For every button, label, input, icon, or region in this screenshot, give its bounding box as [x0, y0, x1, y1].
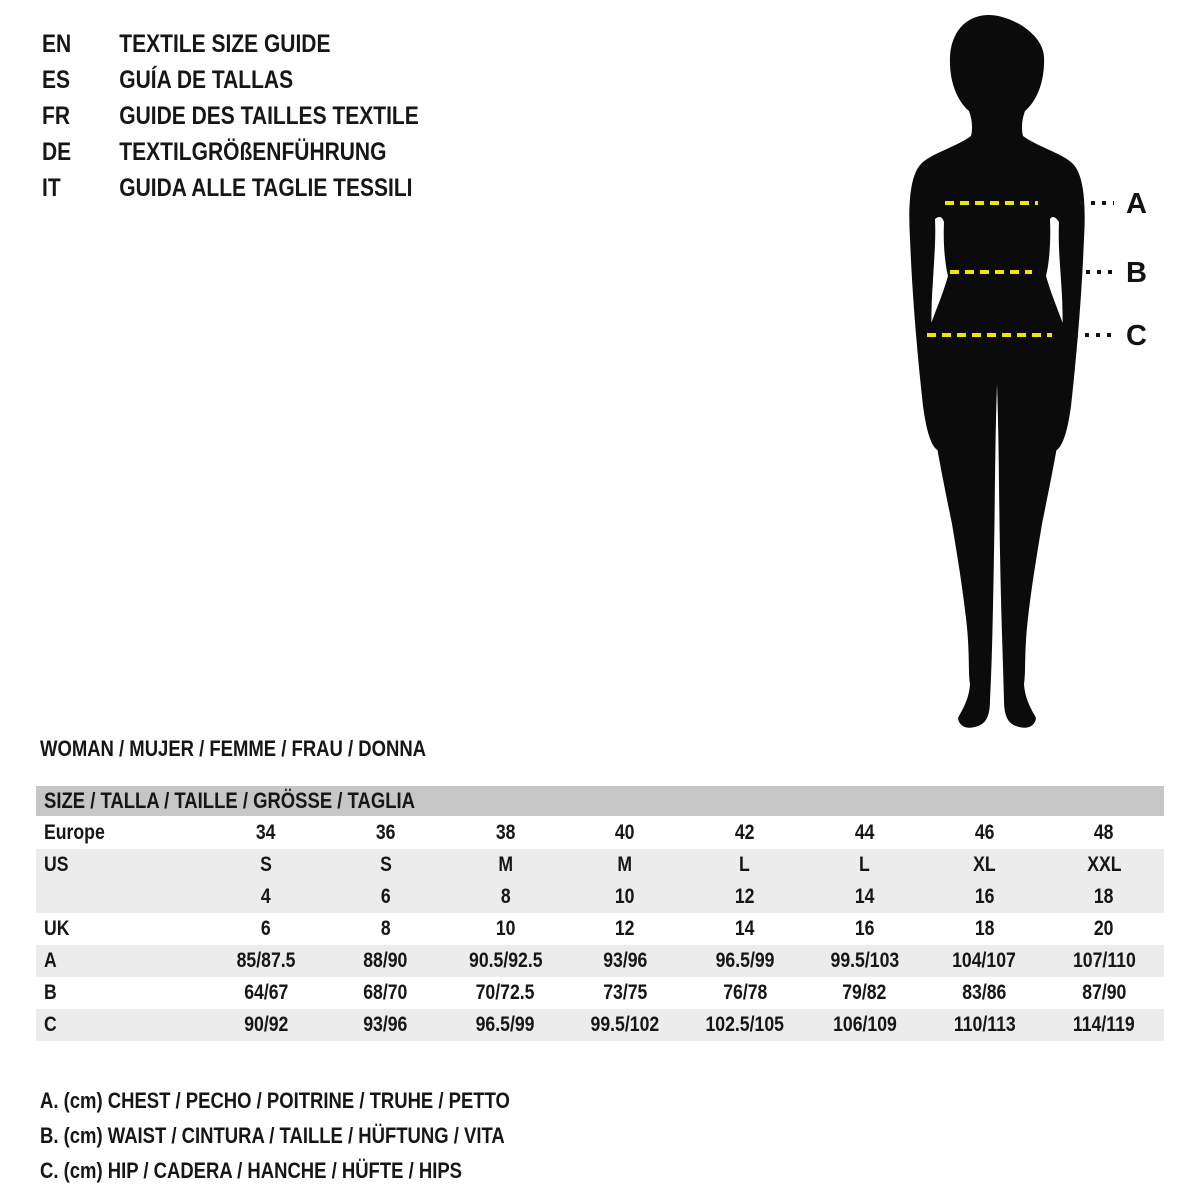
size-cell: 18: [1094, 885, 1114, 908]
size-cell: XXL: [1086, 853, 1122, 876]
size-cell: 18: [974, 917, 995, 940]
legend-line-hip: C. (cm) HIP / CADERA / HANCHE / HÜFTE / HIPS: [40, 1158, 463, 1183]
table-row-europe: [36, 817, 1164, 849]
language-row-it: [42, 174, 419, 210]
row-label: UK: [44, 917, 70, 940]
section-title-text: WOMAN / MUJER / FEMME / FRAU / DONNA: [40, 736, 427, 761]
language-title: GUIDA ALLE TAGLIE TESSILI: [119, 174, 413, 202]
legend-line-waist: B. (cm) WAIST / CINTURA / TAILLE / HÜFTUNG / VITA: [40, 1123, 505, 1148]
size-cell: 114/119: [1073, 1013, 1136, 1036]
language-title: TEXTILE SIZE GUIDE: [119, 30, 331, 58]
row-label: B: [44, 981, 57, 1004]
row-label: US: [44, 853, 69, 876]
table-row-hip: [36, 1009, 1164, 1041]
language-code: ES: [42, 66, 71, 94]
table-header-band: [36, 786, 1164, 816]
size-cell: 38: [495, 821, 516, 844]
size-cell: 93/96: [603, 949, 648, 972]
size-cell: 64/67: [243, 981, 288, 1004]
language-title: GUÍA DE TALLAS: [119, 66, 294, 94]
size-cell: 16: [854, 917, 875, 940]
size-table: [36, 786, 1164, 1041]
size-cell: L: [859, 853, 871, 876]
size-cell: S: [259, 853, 272, 876]
size-cell: 83/86: [962, 981, 1007, 1004]
size-cell: 104/107: [952, 949, 1017, 972]
language-row-en: [42, 30, 419, 66]
legend-line-chest: A. (cm) CHEST / PECHO / POITRINE / TRUHE / PETTO: [40, 1088, 510, 1113]
size-cell: 44: [854, 821, 875, 844]
size-cell: 70/72.5: [475, 981, 535, 1004]
size-cell: 90.5/92.5: [468, 949, 543, 972]
measurement-figure: [860, 0, 1200, 740]
table-row-us-letters: [36, 849, 1164, 881]
table-row-us-numbers: [36, 881, 1164, 913]
measurement-label-c: C: [1126, 320, 1147, 352]
size-cell: 42: [735, 821, 755, 844]
language-list: [42, 30, 491, 210]
table-row-waist: [36, 977, 1164, 1009]
size-cell: 36: [375, 821, 396, 844]
size-cell: 99.5/103: [830, 949, 899, 972]
size-cell: 10: [615, 885, 635, 908]
size-cell: 20: [1094, 917, 1114, 940]
size-cell: 102.5/105: [705, 1013, 785, 1036]
table-row-uk: [36, 913, 1164, 945]
size-cell: 40: [615, 821, 635, 844]
size-cell: 90/92: [243, 1013, 288, 1036]
language-code: DE: [42, 138, 72, 166]
language-code: EN: [42, 30, 72, 58]
size-cell: XL: [973, 853, 996, 876]
size-cell: 4: [260, 885, 271, 908]
size-cell: M: [617, 853, 633, 876]
size-cell: 96.5/99: [475, 1013, 535, 1036]
size-cell: 96.5/99: [715, 949, 775, 972]
section-title: [40, 736, 500, 762]
size-cell: M: [498, 853, 513, 876]
size-cell: 12: [735, 885, 755, 908]
size-cell: 107/110: [1072, 949, 1136, 972]
language-row-fr: [42, 102, 419, 138]
language-title: TEXTILGRÖßENFÜHRUNG: [119, 138, 387, 166]
woman-silhouette-shape: [909, 15, 1084, 728]
language-title: GUIDE DES TAILLES TEXTILE: [119, 102, 419, 130]
size-cell: 14: [854, 885, 875, 908]
table-header-text: SIZE / TALLA / TAILLE / GRÖSSE / TAGLIA: [44, 788, 415, 813]
size-cell: 73/75: [603, 981, 648, 1004]
size-cell: 68/70: [363, 981, 408, 1004]
size-cell: L: [739, 853, 751, 876]
language-row-es: [42, 66, 419, 102]
size-cell: 88/90: [363, 949, 408, 972]
size-cell: 8: [380, 917, 391, 940]
size-cell: 93/96: [363, 1013, 408, 1036]
language-row-de: [42, 138, 419, 174]
size-cell: 110/113: [953, 1013, 1016, 1036]
size-cell: 16: [974, 885, 995, 908]
size-cell: 85/87.5: [236, 949, 296, 972]
measurement-legend: [40, 1088, 599, 1193]
size-cell: 106/109: [832, 1013, 897, 1036]
size-cell: 6: [260, 917, 271, 940]
size-cell: 48: [1094, 821, 1114, 844]
size-cell: 12: [615, 917, 635, 940]
size-cell: 76/78: [722, 981, 767, 1004]
row-label: C: [44, 1013, 57, 1036]
measurement-label-a: A: [1126, 188, 1147, 220]
size-cell: 87/90: [1082, 981, 1127, 1004]
row-label: [36, 885, 206, 909]
row-label: A: [44, 949, 57, 972]
size-cell: 6: [380, 885, 391, 908]
size-cell: 46: [974, 821, 995, 844]
size-cell: 99.5/102: [590, 1013, 660, 1036]
table-row-chest: [36, 945, 1164, 977]
language-code: IT: [42, 174, 61, 202]
row-label: Europe: [44, 821, 105, 844]
size-cell: 14: [735, 917, 755, 940]
size-cell: 79/82: [842, 981, 887, 1004]
size-cell: 34: [256, 821, 276, 844]
size-cell: 10: [495, 917, 516, 940]
language-code: FR: [42, 102, 70, 130]
size-cell: 8: [500, 885, 511, 908]
measurement-label-b: B: [1126, 257, 1147, 289]
figure-svg: [860, 0, 1200, 740]
size-cell: S: [379, 853, 392, 876]
